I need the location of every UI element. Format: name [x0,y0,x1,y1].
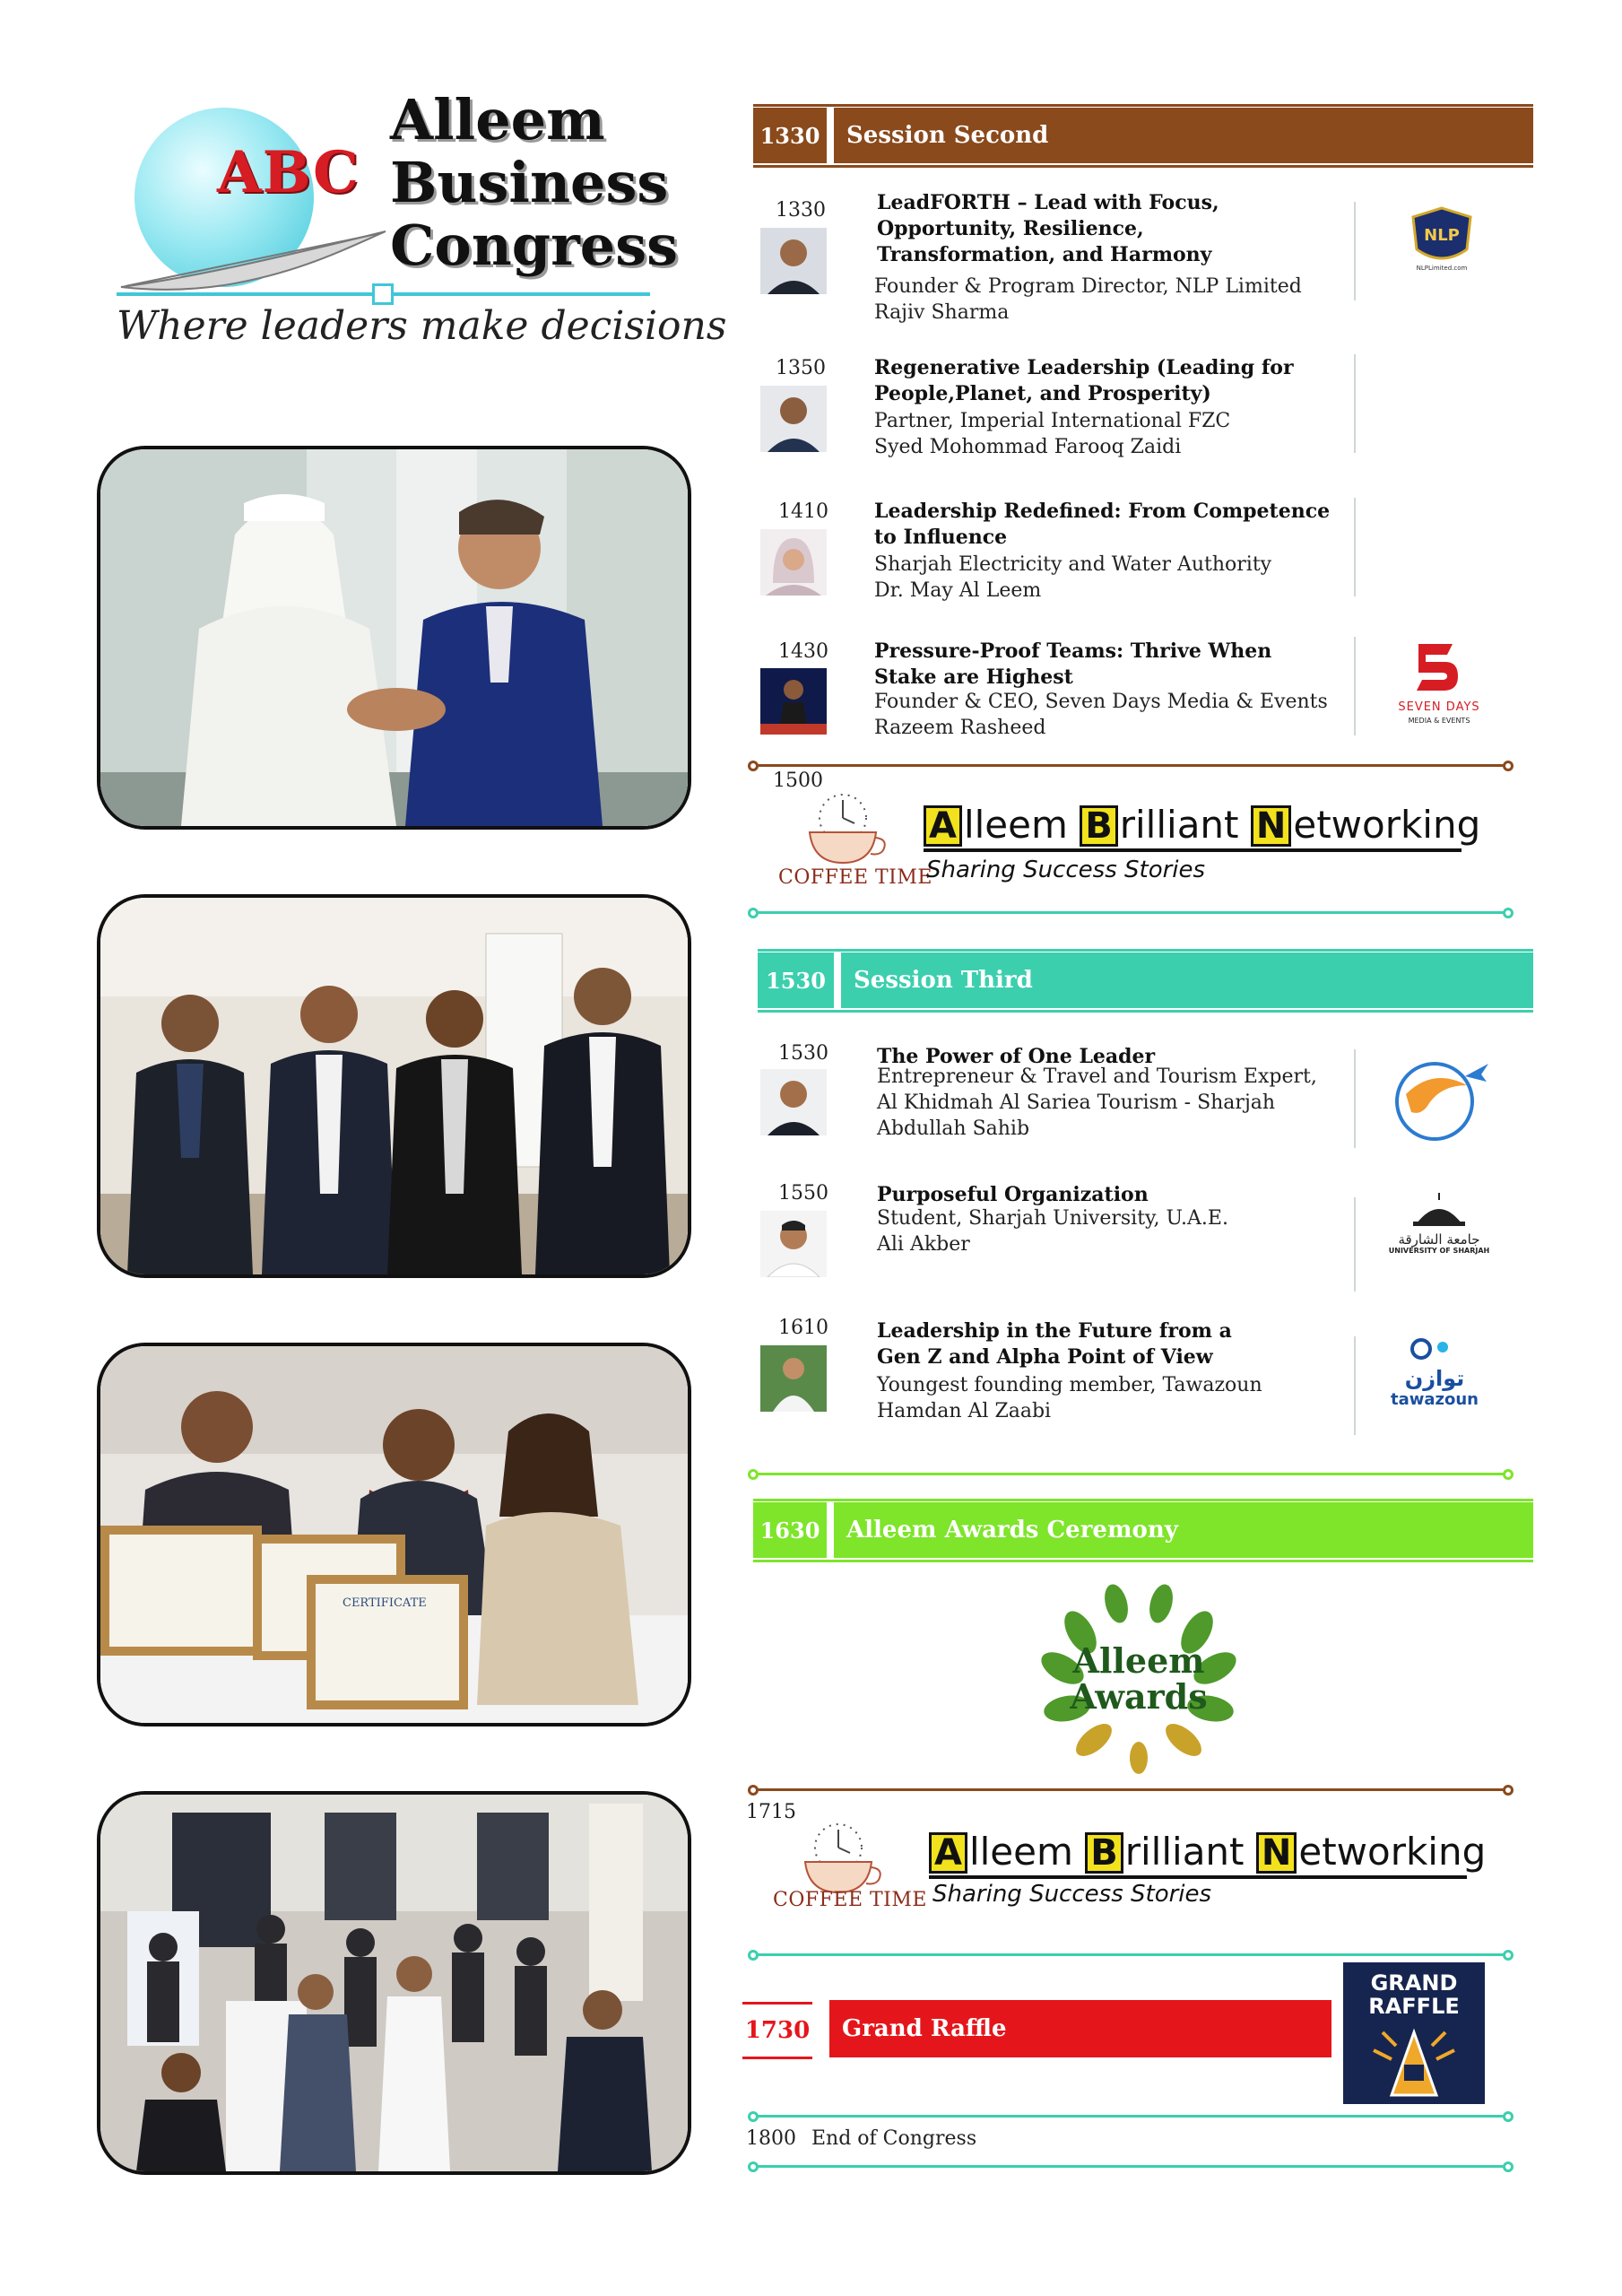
column-separator [1354,1336,1356,1435]
tawazoun-logo-ar: توازن [1404,1366,1465,1391]
speaker-photo [760,668,827,735]
net-word-networking: etworking [1298,1830,1487,1874]
speaker-role: Founder & Program Director, NLP Limited [874,275,1302,298]
speaker-name: Abdullah Sahib [877,1118,1030,1140]
feather-icon [117,224,403,296]
awards-bottomline [753,1560,1533,1562]
agenda-topic: Leadership Redefined: From Competence to Influence [874,500,1331,549]
speaker-photo [760,386,827,452]
logo-abc-text: ABC [217,139,360,206]
section-divider [753,911,1506,914]
agenda-time: 1410 [778,500,828,523]
section-divider [753,2115,1506,2118]
session-second-time: 1330 [753,108,827,163]
nlp-logo-text: NLP [1424,226,1460,245]
section-divider [753,1788,1506,1791]
coffee-time-label: COFFEE TIME [778,866,932,889]
divider-dot [748,2161,759,2172]
awards-topline [753,1499,1533,1501]
section-divider [753,2165,1506,2168]
agenda-time: 1350 [776,357,826,379]
session-third-title: Session Third [841,952,1533,1008]
divider-dot [1503,908,1514,918]
networking-underline [929,1875,1467,1879]
tawazoun-mark-icon [1403,1336,1466,1363]
net-letter-b: B [1085,1832,1123,1874]
speaker-name: Ali Akber [877,1233,970,1256]
event-photo-certificates [97,1343,691,1726]
svg-text:CERTIFICATE: CERTIFICATE [343,1596,427,1610]
speaker-photo [760,529,827,596]
raffle-title: Grand Raffle [829,2000,1331,2057]
session-third-time: 1530 [758,952,834,1008]
agenda-topic: Regenerative Leadership (Leading for People,Planet, and Prosperity) [874,356,1294,405]
networking-subtitle: Sharing Success Stories [926,857,1206,883]
column-separator [1354,202,1356,300]
break-time: 1500 [773,770,823,792]
column-separator [1354,1049,1356,1148]
university-logo-en: UNIVERSITY OF SHARJAH [1388,1247,1490,1255]
agenda-topic: The Power of One Leader [877,1045,1156,1068]
networking-title [924,803,1480,847]
speaker-name: Razeem Rasheed [874,717,1046,739]
event-photo-greeting [97,446,691,830]
coffee-time-label: COFFEE TIME [773,1889,927,1911]
awards-logo-line2: Awards [1070,1676,1208,1717]
agenda-time: 1610 [778,1317,828,1339]
net-word-networking: etworking [1293,803,1481,847]
grand-raffle-badge [1343,1962,1485,2104]
net-letter-b: B [1080,805,1118,847]
net-letter-a: A [929,1832,967,1874]
section-divider [753,1953,1506,1956]
divider-dot [1503,2111,1514,2122]
speaker-name: Syed Mohommad Farooq Zaidi [874,436,1182,458]
seven-days-logo-text: SEVEN DAYS [1399,700,1479,714]
net-letter-n: N [1256,1832,1297,1874]
event-photo-group [97,894,691,1278]
net-word-brilliant: rilliant [1124,1830,1256,1874]
net-letter-a: A [924,805,962,847]
networking-subtitle: Sharing Success Stories [932,1881,1212,1908]
seven-days-logo-sub: MEDIA & EVENTS [1408,717,1470,725]
speaker-role: Entrepreneur & Travel and Tourism Expert, Al Khidmah Al Sariea Tourism - Sharjah [877,1065,1317,1114]
net-letter-n: N [1251,805,1291,847]
speaker-photo [760,228,827,294]
section-divider [753,764,1506,767]
event-photo-networking [97,1791,691,2175]
university-logo-ar: جامعة الشارقة [1398,1231,1480,1248]
speaker-role: Youngest founding member, Tawazoun [877,1374,1262,1396]
agenda-time: 1550 [778,1182,828,1205]
divider-dot [1503,2161,1514,2172]
end-time: 1800 [746,2127,796,2150]
agenda-topic: LeadFORTH – Lead with Focus, Opportunity, Resilience, Transformation, and Harmony [877,191,1219,266]
tourism-logo [1379,1049,1496,1148]
networking-title [929,1830,1486,1874]
speaker-photo [760,1345,827,1412]
tawazoun-logo-en: tawazoun [1391,1390,1479,1409]
column-separator [1354,498,1356,596]
net-word-brilliant: rilliant [1119,803,1251,847]
speaker-role: Partner, Imperial International FZC [874,410,1231,432]
brand-divider-node [372,283,394,305]
agenda-time: 1530 [778,1042,828,1065]
divider-dot [1503,1785,1514,1796]
divider-dot [1503,761,1514,771]
university-of-sharjah-logo [1381,1193,1497,1255]
end-label: End of Congress [811,2127,977,2150]
speaker-photo [760,1211,827,1277]
agenda-time: 1330 [776,199,826,222]
speaker-role: Founder & CEO, Seven Days Media & Events [874,691,1328,713]
divider-dot [1503,1950,1514,1961]
session-second-title: Session Second [834,108,1533,163]
speaker-name: Hamdan Al Zaabi [877,1400,1052,1422]
session-third-bottomline [758,1010,1533,1013]
agenda-topic: Pressure-Proof Teams: Thrive When Stake are Highest [874,639,1272,689]
speaker-name: Rajiv Sharma [874,301,1010,324]
section-divider [753,1473,1506,1475]
awards-logo-line1: Alleem [1072,1640,1205,1681]
agenda-topic: Leadership in the Future from a Gen Z and Alpha Point of View [877,1319,1232,1369]
divider-dot [1503,1469,1514,1480]
speaker-role: Sharjah Electricity and Water Authority [874,553,1272,576]
break-time: 1715 [746,1801,796,1823]
divider-dot [748,2111,759,2122]
column-separator [1354,637,1356,735]
brand-word-business: Business [390,150,669,215]
raffle-time: 1730 [742,2002,812,2059]
session-third-topline [758,949,1533,952]
column-separator [1354,1197,1356,1292]
speaker-photo [760,1069,827,1135]
seven-days-logo [1399,637,1479,730]
networking-underline [924,848,1462,852]
agenda-time: 1430 [778,640,828,663]
brand-word-congress: Congress [390,213,679,278]
divider-dot [748,1950,759,1961]
alleem-awards-logo [1031,1578,1246,1776]
speaker-role: Student, Sharjah University, U.A.E. [877,1207,1228,1230]
dome-icon [1408,1193,1470,1229]
agenda-topic: Purposeful Organization [877,1183,1149,1206]
raffle-ticket-icon [1365,2023,1463,2099]
divider-dot [748,761,759,771]
awards-title: Alleem Awards Ceremony [834,1502,1533,1558]
divider-dot [748,1469,759,1480]
divider-dot [748,1785,759,1796]
tagline: Where leaders make decisions [117,303,727,349]
net-word-alleem: lleem [968,1830,1086,1874]
brand-word-alleem: Alleem [390,87,605,152]
nlp-logo-url: NLPLimited.com [1416,265,1468,272]
awards-time: 1630 [753,1502,827,1558]
session-second-topline [753,104,1533,107]
raffle-badge-line2: RAFFLE [1368,1994,1460,2019]
nlp-logo [1406,204,1478,275]
column-separator [1354,354,1356,453]
net-word-alleem: lleem [963,803,1080,847]
tawazoun-logo [1385,1336,1484,1409]
session-second-bottomline [753,165,1533,168]
raffle-badge-line1: GRAND [1370,1970,1458,1996]
speaker-name: Dr. May Al Leem [874,579,1042,602]
divider-dot [748,908,759,918]
